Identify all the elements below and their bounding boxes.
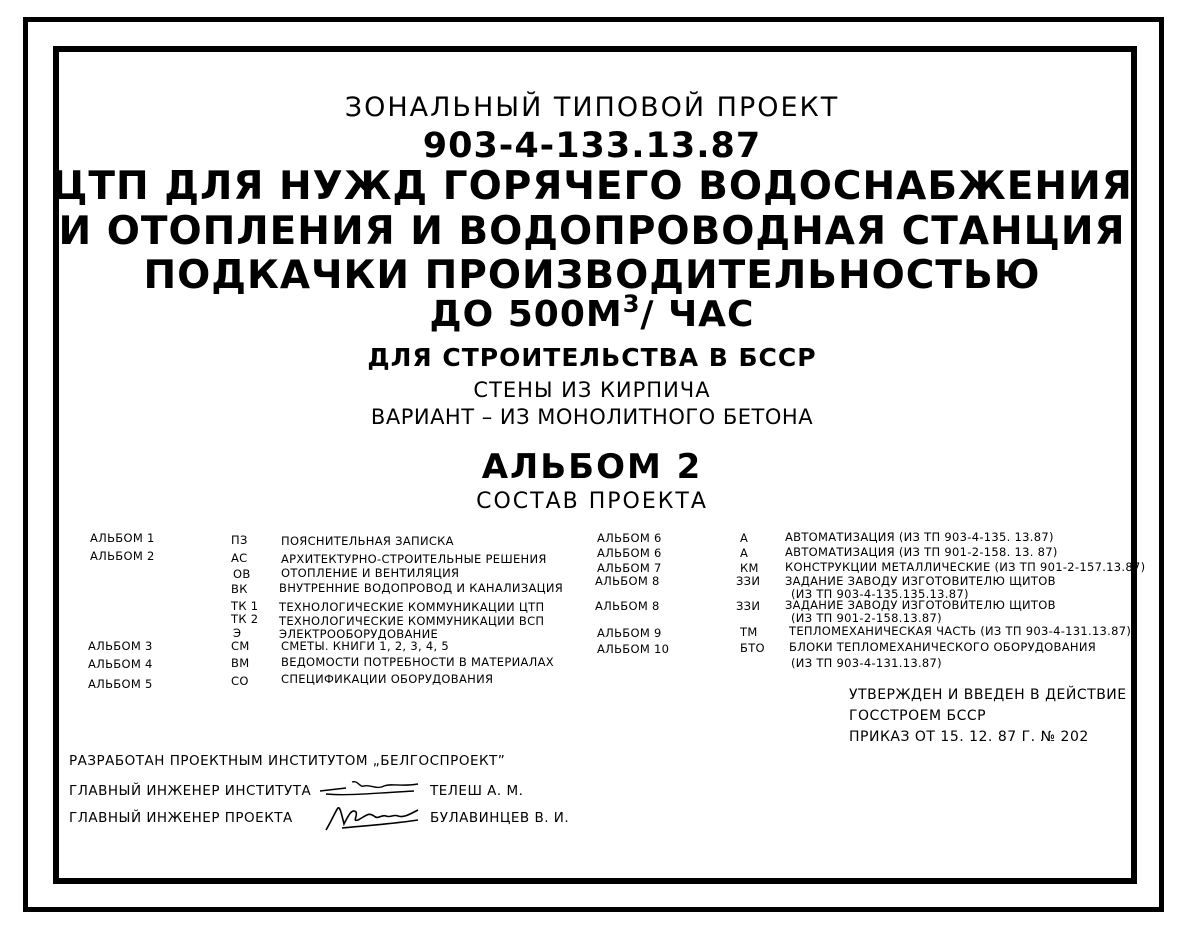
right-desc-note: (ИЗ ТП 901-2-158.13.87): [791, 611, 942, 625]
chief-project-name: БУЛАВИНЦЕВ В. И.: [430, 810, 570, 826]
signature-project-icon: [322, 802, 422, 836]
subtitle-walls: СТЕНЫ ИЗ КИРПИЧА: [473, 378, 711, 402]
left-code: ТК 2: [231, 612, 259, 626]
left-desc: АРХИТЕКТУРНО-СТРОИТЕЛЬНЫЕ РЕШЕНИЯ: [281, 552, 547, 566]
album-title: АЛЬБОМ 2: [481, 447, 703, 487]
project-number: 903-4-133.13.87: [422, 126, 762, 166]
right-album: АЛЬБОМ 9: [597, 626, 662, 640]
right-code: А: [740, 546, 749, 560]
signature-institute-icon: [318, 778, 422, 800]
left-desc: СМЕТЫ. КНИГИ 1, 2, 3, 4, 5: [281, 639, 450, 653]
right-code: ТМ: [740, 625, 758, 639]
right-desc: АВТОМАТИЗАЦИЯ (ИЗ ТП 903-4-135. 13.87): [785, 530, 1054, 544]
left-album: АЛЬБОМ 2: [90, 549, 155, 563]
left-code: АС: [231, 551, 248, 565]
right-desc: ЗАДАНИЕ ЗАВОДУ ИЗГОТОВИТЕЛЮ ЩИТОВ: [785, 574, 1056, 588]
right-desc: ЗАДАНИЕ ЗАВОДУ ИЗГОТОВИТЕЛЮ ЩИТОВ: [785, 598, 1056, 612]
right-desc-note: (ИЗ ТП 903-4-135.135.13.87): [791, 587, 969, 601]
capacity-superscript: 3: [622, 290, 641, 318]
right-desc: КОНСТРУКЦИИ МЕТАЛЛИЧЕСКИЕ (ИЗ ТП 901-2-157.13.87): [785, 560, 1146, 574]
approval-order: ПРИКАЗ ОТ 15. 12. 87 Г. № 202: [849, 729, 1089, 745]
right-code: ЗЗИ: [736, 574, 761, 588]
right-desc: БЛОКИ ТЕПЛОМЕХАНИЧЕСКОГО ОБОРУДОВАНИЯ: [789, 640, 1097, 654]
right-album: АЛЬБОМ 10: [597, 642, 670, 656]
right-album: АЛЬБОМ 8: [595, 574, 660, 588]
subtitle-region: ДЛЯ СТРОИТЕЛЬСТВА В БССР: [367, 343, 817, 372]
developer-institute: РАЗРАБОТАН ПРОЕКТНЫМ ИНСТИТУТОМ „БЕЛГОСПРОЕКТ”: [69, 753, 506, 769]
approval-line-2: ГОССТРОЕМ БССР: [849, 708, 987, 724]
chief-institute-name: ТЕЛЕШ А. М.: [430, 783, 524, 799]
left-desc: СПЕЦИФИКАЦИИ ОБОРУДОВАНИЯ: [281, 672, 494, 686]
right-code: БТО: [740, 641, 765, 655]
left-desc: ЭЛЕКТРООБОРУДОВАНИЕ: [279, 627, 439, 641]
right-album: АЛЬБОМ 7: [597, 561, 662, 575]
right-desc-note: (ИЗ ТП 903-4-131.13.87): [791, 656, 942, 670]
left-code: ОВ: [233, 567, 251, 581]
left-code: ВК: [231, 582, 248, 596]
approval-line-1: УТВЕРЖДЕН И ВВЕДЕН В ДЕЙСТВИЕ: [849, 687, 1127, 703]
left-code: ТК 1: [231, 599, 259, 613]
project-type: ЗОНАЛЬНЫЙ ТИПОВОЙ ПРОЕКТ: [344, 92, 840, 123]
right-code: ЗЗИ: [736, 599, 761, 613]
right-album: АЛЬБОМ 6: [597, 531, 662, 545]
chief-project-label: ГЛАВНЫЙ ИНЖЕНЕР ПРОЕКТА: [69, 810, 293, 826]
right-desc: АВТОМАТИЗАЦИЯ (ИЗ ТП 901-2-158. 13. 87): [785, 545, 1058, 559]
left-desc: ВЕДОМОСТИ ПОТРЕБНОСТИ В МАТЕРИАЛАХ: [281, 655, 554, 669]
capacity-prefix: ДО 500М: [429, 294, 623, 335]
left-album: АЛЬБОМ 1: [90, 531, 155, 545]
chief-institute-label: ГЛАВНЫЙ ИНЖЕНЕР ИНСТИТУТА: [69, 783, 312, 799]
title-line-1: ЦТП ДЛЯ НУЖД ГОРЯЧЕГО ВОДОСНАБЖЕНИЯ: [51, 164, 1133, 209]
left-desc: ВНУТРЕННИЕ ВОДОПРОВОД И КАНАЛИЗАЦИЯ: [279, 581, 564, 595]
left-code: ПЗ: [231, 533, 248, 547]
left-album: АЛЬБОМ 4: [88, 657, 153, 671]
right-code: КМ: [740, 561, 759, 575]
left-desc: ТЕХНОЛОГИЧЕСКИЕ КОММУНИКАЦИИ ЦТП: [279, 600, 545, 614]
composition-title: СОСТАВ ПРОЕКТА: [476, 489, 708, 514]
right-desc: ТЕПЛОМЕХАНИЧЕСКАЯ ЧАСТЬ (ИЗ ТП 903-4-131.13.87): [789, 624, 1132, 638]
capacity-line: [0, 290, 1184, 335]
right-album: АЛЬБОМ 8: [595, 599, 660, 613]
right-album: АЛЬБОМ 6: [597, 546, 662, 560]
right-code: А: [740, 531, 749, 545]
title-line-2: И ОТОПЛЕНИЯ И ВОДОПРОВОДНАЯ СТАНЦИЯ: [58, 209, 1126, 254]
left-code: СО: [231, 674, 249, 688]
left-code: СМ: [231, 639, 250, 653]
left-desc: ОТОПЛЕНИЕ И ВЕНТИЛЯЦИЯ: [281, 566, 460, 580]
left-album: АЛЬБОМ 5: [88, 677, 153, 691]
left-code: Э: [233, 626, 242, 640]
left-desc: ПОЯСНИТЕЛЬНАЯ ЗАПИСКА: [281, 534, 454, 548]
subtitle-variant: ВАРИАНТ – ИЗ МОНОЛИТНОГО БЕТОНА: [370, 405, 814, 429]
capacity-suffix: / ЧАС: [640, 294, 755, 335]
left-code: ВМ: [231, 656, 250, 670]
title-line-3: ПОДКАЧКИ ПРОИЗВОДИТЕЛЬНОСТЬЮ: [143, 253, 1041, 298]
left-album: АЛЬБОМ 3: [88, 639, 153, 653]
left-desc: ТЕХНОЛОГИЧЕСКИЕ КОММУНИКАЦИИ ВСП: [279, 614, 545, 628]
